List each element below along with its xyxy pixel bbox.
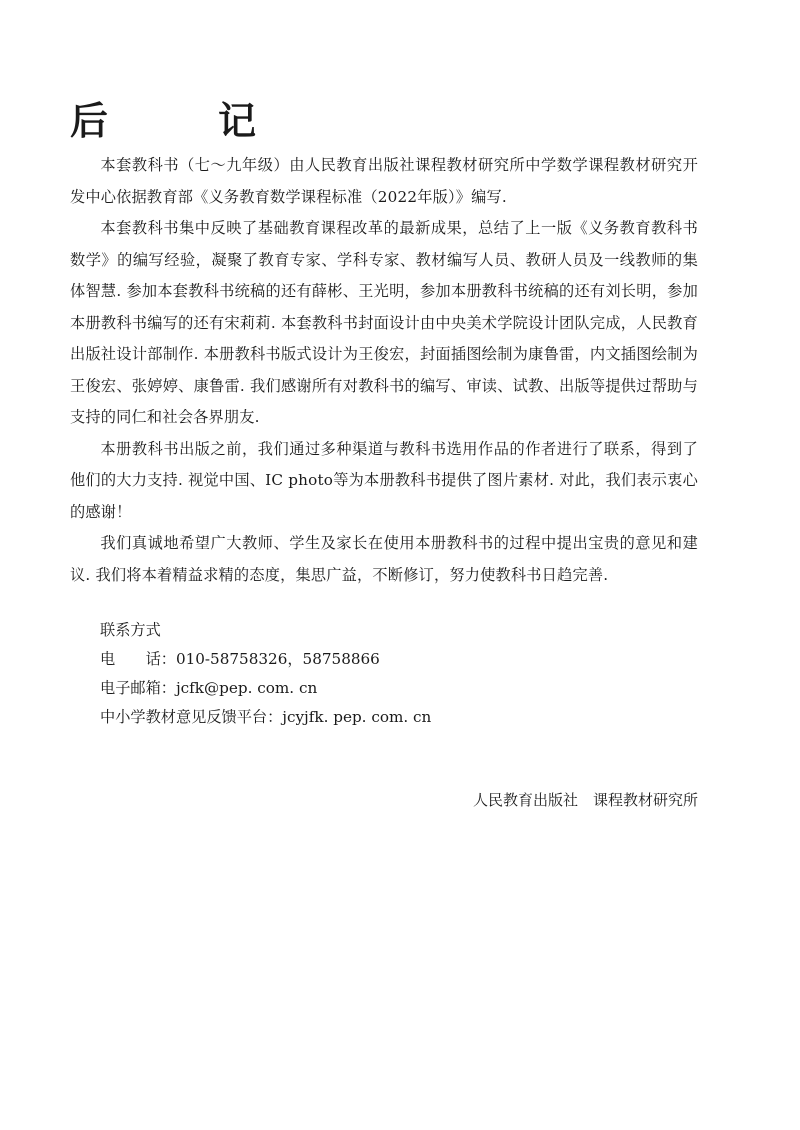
paragraph-2: 本套教科书集中反映了基础教育课程改革的最新成果，总结了上一版《义务教育教科书 数学》的编写经验，凝聚了教育专家、学科专家、教材编写人员、教研人员及一线教师的集体智慧. 参加本套教科书统稿的还有薛彬、王光明，参加本册教科书统稿的还有刘长明，参加本册教科书编写的还有宋莉莉. 本套教科书封面设计由中央美术学院设计团队完成，人民教育出版社设计部制作. 本册教科书版式设计为王俊宏，封面插图绘制为康鲁雷，内文插图绘制为王俊宏、张婷婷、康鲁雷. 我们感谢所有对教科书的编写、审读、试教、出版等提供过帮助与支持的同仁和社会各界朋友. [70,219,714,426]
contact-phone: 电 话：010-58758326，58758866 [100,650,380,668]
contact-email: 电子邮箱：jcfk@pep. com. cn [100,679,318,697]
contact-feedback-platform: 中小学教材意见反馈平台：jcyjfk. pep. com. cn [100,708,432,726]
contact-section [100,616,431,732]
page-title: 后 记 [70,99,293,144]
paragraph-3: 本册教科书出版之前，我们通过多种渠道与教科书选用作品的作者进行了联系，得到了他们的大力支持. 视觉中国、IC photo等为本册教科书提供了图片素材. 对此，我们表示衷心的感谢！ [70,439,698,521]
paragraph-1: 本套教科书（七～九年级）由人民教育出版社课程教材研究所中学数学课程教材研究开发中心依据教育部《义务教育数学课程标准（2022年版）》编写. [70,156,698,206]
publisher-signature: 人民教育出版社 课程教材研究所 [472,791,698,809]
afterword-body [70,150,714,591]
paragraph-4: 我们真诚地希望广大教师、学生及家长在使用本册教科书的过程中提出宝贵的意见和建议. 我们将本着精益求精的态度，集思广益，不断修订，努力使教科书日趋完善. [70,534,698,584]
contact-heading: 联系方式 [100,621,161,639]
